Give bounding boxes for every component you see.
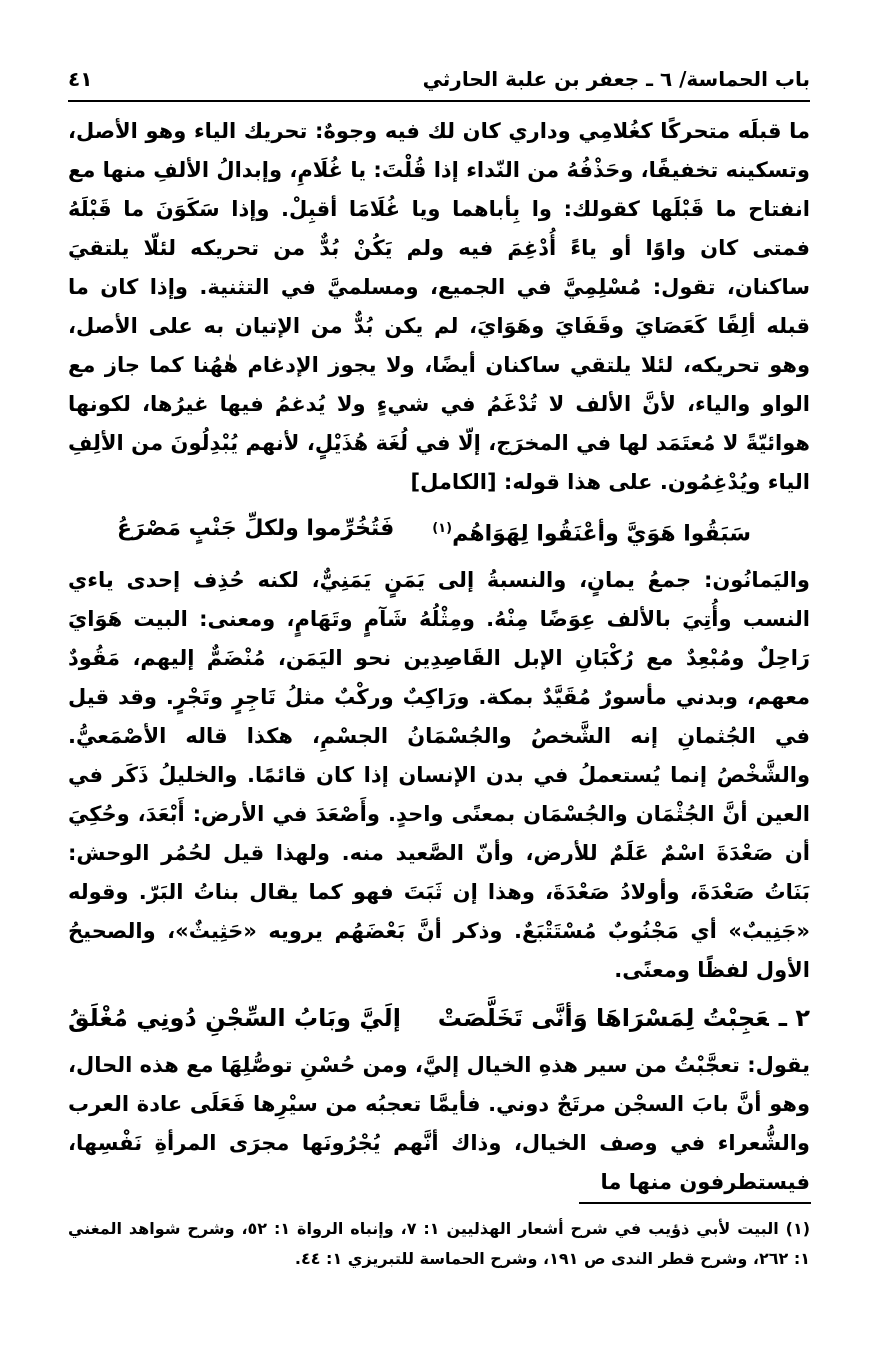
main-text: [68, 112, 810, 1202]
verse-2: [68, 990, 810, 1046]
verse-1: [68, 502, 810, 561]
verse-2-hemistich-2: إلَيَّ وبَابُ السِّجْنِ دُونِي مُغْلَقُ: [68, 1004, 401, 1033]
paragraph-1: ما قبلَه متحركًا كغُلامِي وداري كان لك فيه وجوهٌ: تحريك الياء وهو الأصل، وتسكينه تخفيفًا، وحَذْفُهُ من النّداء إذا قُلْتَ: يا غُلَامِ، وإبدالُ الألفِ منها مع انفتاح ما قَبْلَها كقولك: وا بِأباهما ويا غُلَامَا أقبِلْ. وإذا سَكَوَنَ ما قَبْلَهُ فمتى كان واوًا أو ياءً أُدْغِمَ فيه ولم يَكُنْ بُدٌّ من تحريكه لئلّا يلتقيَ ساكنان، تقول: مُسْلِمِيَّ في الجميع، ومسلميَّ في التثنية. وإذا كان ما قبله ألِفًا كَعَصَايَ وقَفَايَ وهَوَايَ، لم يكن بُدٌّ من الإتيان به على الأصل، وهو تحريكه، لئلا يلتقي ساكنان أيضًا، ولا يجوز الإدغام هٰهُنا كما جاز مع الواو والياء، لأنَّ الألف لا تُدْغَمُ في شيءٍ ولا يُدغمُ فيها غيرُها، لكونها هوائيّةً لا مُعتَمَد لها في المخرَج، إلّا في لُغَة هُذَيْلٍ، لأنهم يُبْدِلُونَ من الألِفِ الياء ويُدْغِمُون. على هذا قوله: [الكامل]: [68, 119, 810, 494]
footnotes: [68, 1214, 810, 1274]
verse-1-hemistich-1: [432, 506, 751, 557]
running-title: باب الحماسة/ ٦ ـ جعفر بن علبة الحارثي: [422, 67, 810, 91]
paragraph-2: واليَمانُون: جمعُ يمانٍ، والنسبةُ إلى يَمَنٍ يَمَنِيٌّ، لكنه حُذِف إحدى ياءي النسب وأُتِيَ بالألف عِوَضًا مِنْهُ. ومِثْلُهُ شَآمٍ وتَهَامٍ، ومعنى: البيت هَوَايَ رَاحِلٌ ومُبْعِدٌ مع رُكْبَانِ الإبل القَاصِدِين نحو اليَمَن، مُنْضَمٌّ إليهم، مَقُودٌ معهم، وبدني مأسورٌ مُقَيَّدٌ بمكة. ورَاكِبٌ وركْبٌ مثلُ تَاجِرٍ وتَجْرٍ. وقد قيل في الجُثمانِ إنه الشَّخصُ والجُسْمَانُ الجسْمِ، هكذا قاله الأصْمَعيُّ. والشَّخْصُ إنما يُستعملُ في بدن الإنسان إذا كان قائمًا. والخليلُ ذَكَر في العين أنَّ الجُثْمَان والجُسْمَان بمعنًى واحدٍ. وأَصْعَدَ في الأرض: أَبْعَدَ، وحُكِيَ أن صَعْدَةَ اسْمٌ عَلَمٌ للأرض، وأنّ الصَّعيد منه. ولهذا قيل لحُمُر الوحش: بَنَاتُ صَعْدَةَ، وأولادُ صَعْدَةَ، وهذا إن ثَبَتَ فهو كما يقال بناتُ البَرّ. وقوله «جَنِيبٌ» أي مَجْنُوبٌ مُسْتَتْبَعٌ. وذكر أنَّ بَعْضَهُم يرويه «حَثِيثٌ»، والصحيحُ الأول لفظًا ومعنًى.: [68, 568, 810, 983]
footnote-ref: (١): [432, 521, 453, 536]
page-header: [68, 58, 810, 102]
page-number: ٤١: [68, 67, 93, 91]
verse-1-hemistich-1-text: سَبَقُوا هَوَيَّ وأعْنَقُوا لِهَوَاهُم: [452, 521, 752, 547]
footnote-1: (١) البيت لأبي ذؤيب في شرح أشعار الهذليين ١: ٧، وإنباه الرواة ١: ٥٢، وشرح شواهد المغني ١: ٢٦٢، وشرح قطر الندى ص ١٩١، وشرح الحماسة للتبريزي ١: ٤٤.: [68, 1219, 811, 1268]
verse-2-number: ٢ ـ: [778, 1004, 810, 1033]
verse-2-hemistich-1-text: عَجِبْتُ لِمَسْرَاهَا وَأنَّى تَخَلَّصَتْ: [437, 1004, 769, 1033]
paragraph-3: يقول: تعجَّبْتُ من سير هذهِ الخيال إليَّ، ومن حُسْنِ توصُّلِهَا مع هذه الحال، وهو أنَّ بابَ السجْن مرتَجٌ دوني. فأيمَّا تعجبُه من سيْرِها فَعَلَى عادة العرب والشُّعراء في وصف الخيال، وذاك أنَّهم يُجْرُونَها مجرَى المرأةِ نَفْسِها، فيستطرفون منها ما: [68, 1053, 810, 1195]
verse-1-hemistich-2: فَتُخُرِّموا ولكلِّ جَنْبٍ مَصْرَعُ: [116, 516, 395, 541]
verse-2-hemistich-1: [438, 994, 810, 1042]
footnote-divider: [579, 1202, 811, 1204]
